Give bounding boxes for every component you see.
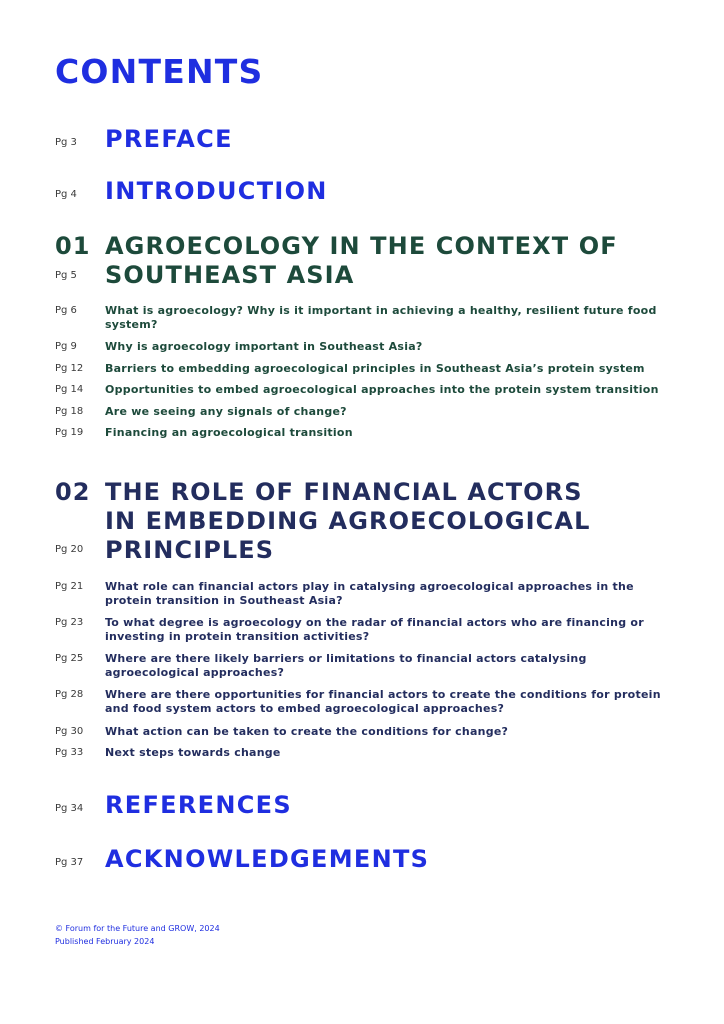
preface-heading[interactable]: PREFACE bbox=[105, 125, 233, 153]
section-02-number: 02 bbox=[55, 478, 91, 506]
toc-item-page: Pg 30 bbox=[55, 726, 84, 737]
published-date: Published February 2024 bbox=[55, 937, 155, 946]
toc-item[interactable]: Opportunities to embed agroecological approaches into the protein system transition bbox=[105, 383, 659, 396]
toc-item-page: Pg 25 bbox=[55, 653, 84, 664]
toc-item[interactable]: Barriers to embedding agroecological principles in Southeast Asia’s protein system bbox=[105, 362, 645, 375]
toc-item[interactable]: What is agroecology? Why is it important in achieving a healthy, resilient future food system? bbox=[105, 304, 657, 331]
toc-item[interactable]: Next steps towards change bbox=[105, 746, 281, 759]
preface-page-number: Pg 3 bbox=[55, 137, 77, 148]
acknowledgements-page-number: Pg 37 bbox=[55, 857, 84, 868]
toc-item[interactable]: What action can be taken to create the conditions for change? bbox=[105, 725, 509, 738]
introduction-page-number: Pg 4 bbox=[55, 189, 77, 200]
toc-item[interactable]: Where are there likely barriers or limitations to financial actors catalysing agroecological approaches? bbox=[105, 652, 587, 679]
toc-item-page: Pg 33 bbox=[55, 747, 84, 758]
toc-item[interactable]: Why is agroecology important in Southeast Asia? bbox=[105, 340, 423, 353]
acknowledgements-heading[interactable]: ACKNOWLEDGEMENTS bbox=[105, 845, 430, 873]
toc-item-page: Pg 6 bbox=[55, 305, 77, 316]
toc-item[interactable]: Financing an agroecological transition bbox=[105, 426, 353, 439]
introduction-heading[interactable]: INTRODUCTION bbox=[105, 177, 328, 205]
toc-item-page: Pg 19 bbox=[55, 427, 84, 438]
toc-item-page: Pg 28 bbox=[55, 689, 84, 700]
page-title: CONTENTS bbox=[55, 52, 264, 91]
section-02-title[interactable]: THE ROLE OF FINANCIAL ACTORS IN EMBEDDING AGROECOLOGICAL PRINCIPLES bbox=[105, 478, 591, 564]
section-01-page-number: Pg 5 bbox=[55, 270, 77, 281]
section-01-number: 01 bbox=[55, 232, 91, 260]
toc-item[interactable]: Are we seeing any signals of change? bbox=[105, 405, 347, 418]
toc-item-page: Pg 18 bbox=[55, 406, 84, 417]
references-page-number: Pg 34 bbox=[55, 803, 84, 814]
toc-item-page: Pg 21 bbox=[55, 581, 84, 592]
toc-item[interactable]: To what degree is agroecology on the radar of financial actors who are financing or investing in protein transition activities? bbox=[105, 616, 644, 643]
copyright-notice: © Forum for the Future and GROW, 2024 bbox=[55, 924, 220, 933]
toc-item-page: Pg 12 bbox=[55, 363, 84, 374]
toc-item[interactable]: Where are there opportunities for financial actors to create the conditions for protein and food system actors to embed agroecological approaches? bbox=[105, 688, 661, 715]
toc-item-page: Pg 9 bbox=[55, 341, 77, 352]
section-02-page-number: Pg 20 bbox=[55, 544, 84, 555]
references-heading[interactable]: REFERENCES bbox=[105, 791, 292, 819]
toc-item-page: Pg 23 bbox=[55, 617, 84, 628]
toc-item[interactable]: What role can financial actors play in catalysing agroecological approaches in the protein transition in Southeast Asia? bbox=[105, 580, 634, 607]
toc-item-page: Pg 14 bbox=[55, 384, 84, 395]
section-01-title[interactable]: AGROECOLOGY IN THE CONTEXT OF SOUTHEAST ASIA bbox=[105, 232, 618, 289]
